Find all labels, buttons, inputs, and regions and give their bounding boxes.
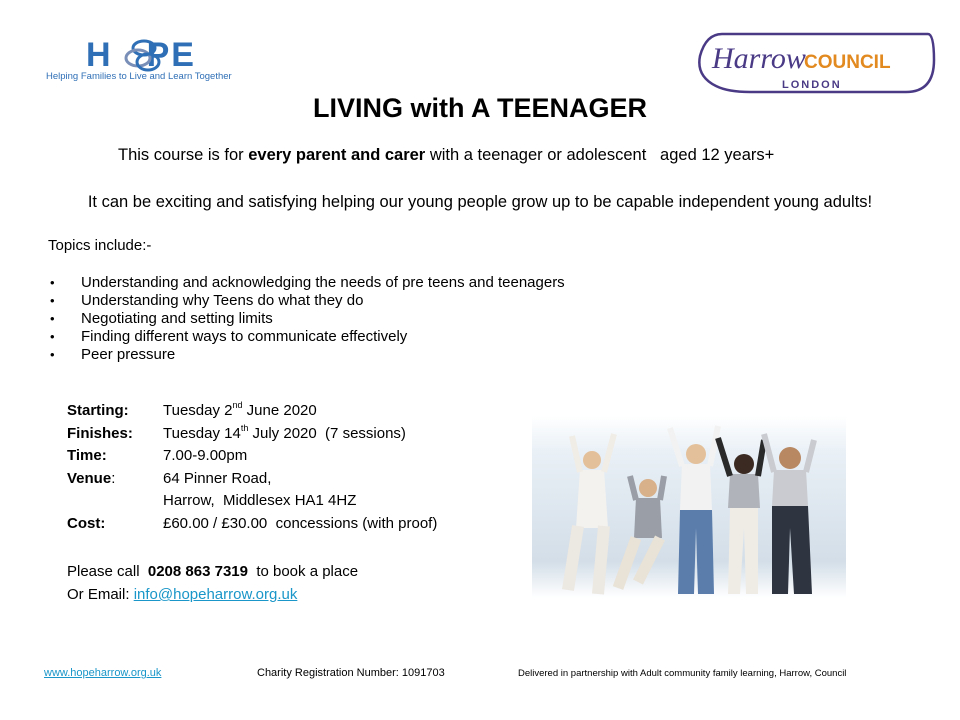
teenagers-jumping-photo	[532, 368, 846, 640]
cost-value: £60.00 / £30.00 concessions (with proof)	[163, 514, 438, 532]
detail-row-time	[67, 447, 507, 470]
partnership-note: Delivered in partnership with Adult community family learning, Harrow, Council	[518, 668, 847, 679]
list-item: • Understanding why Teens do what they do	[48, 292, 565, 310]
venue-line-1: 64 Pinner Road,	[163, 469, 272, 487]
detail-row-cost	[67, 515, 507, 538]
website-link[interactable]: www.hopeharrow.org.uk	[44, 667, 162, 679]
topics-list	[48, 274, 565, 364]
venue-label: Venue:	[67, 469, 116, 487]
detail-row-starting	[67, 402, 507, 425]
email-line: Or Email: info@hopeharrow.org.uk	[67, 586, 298, 603]
list-item: • Finding different ways to communicate effectively	[48, 328, 565, 346]
page-title: LIVING with A TEENAGER	[312, 93, 647, 123]
detail-row-finishes	[67, 422, 507, 448]
starting-value: Tuesday 2nd June 2020	[163, 400, 317, 419]
phone-number: 0208 863 7319	[147, 563, 248, 580]
cost-label: Cost:	[67, 514, 106, 532]
finishes-value: Tuesday 14th July 2020 (7 sessions)	[163, 422, 406, 442]
harrow-council-text: COUNCIL	[804, 52, 891, 73]
detail-row-venue	[67, 470, 507, 493]
starting-label: Starting:	[67, 402, 129, 419]
course-details	[67, 402, 507, 537]
booking-info	[67, 560, 358, 606]
course-tagline: It can be exciting and satisfying helping our young people grow up to be capable independent young adults!	[87, 193, 873, 211]
email-link[interactable]: info@hopeharrow.org.uk	[133, 586, 298, 603]
intro-bold: every parent and carer	[248, 146, 426, 164]
intro-text	[118, 146, 774, 165]
time-value: 7.00-9.00pm	[163, 447, 248, 464]
call-line: Please call 0208 863 7319 to book a place	[67, 563, 359, 580]
harrow-script-text: Harrow	[712, 42, 806, 75]
topics-heading: Topics include:-	[48, 237, 152, 254]
finishes-label: Finishes:	[67, 424, 133, 442]
time-label: Time:	[67, 447, 107, 464]
harrow-council-logo	[692, 30, 936, 94]
intro-after: with a teenager or adolescent aged 12 years+	[425, 146, 775, 164]
hope-wordmark: H PE	[86, 36, 196, 74]
list-item: • Peer pressure	[48, 346, 565, 364]
detail-row-venue-2	[67, 492, 507, 515]
charity-registration: Charity Registration Number: 1091703	[257, 667, 445, 679]
list-item: • Negotiating and setting limits	[48, 310, 565, 328]
intro-before: This course is for	[118, 146, 249, 164]
hope-tagline: Helping Families to Live and Learn Together	[46, 71, 232, 82]
list-item: • Understanding and acknowledging the needs of pre teens and teenagers	[48, 274, 565, 292]
harrow-london-text: LONDON	[782, 79, 842, 91]
venue-line-2: Harrow, Middlesex HA1 4HZ	[163, 492, 357, 509]
